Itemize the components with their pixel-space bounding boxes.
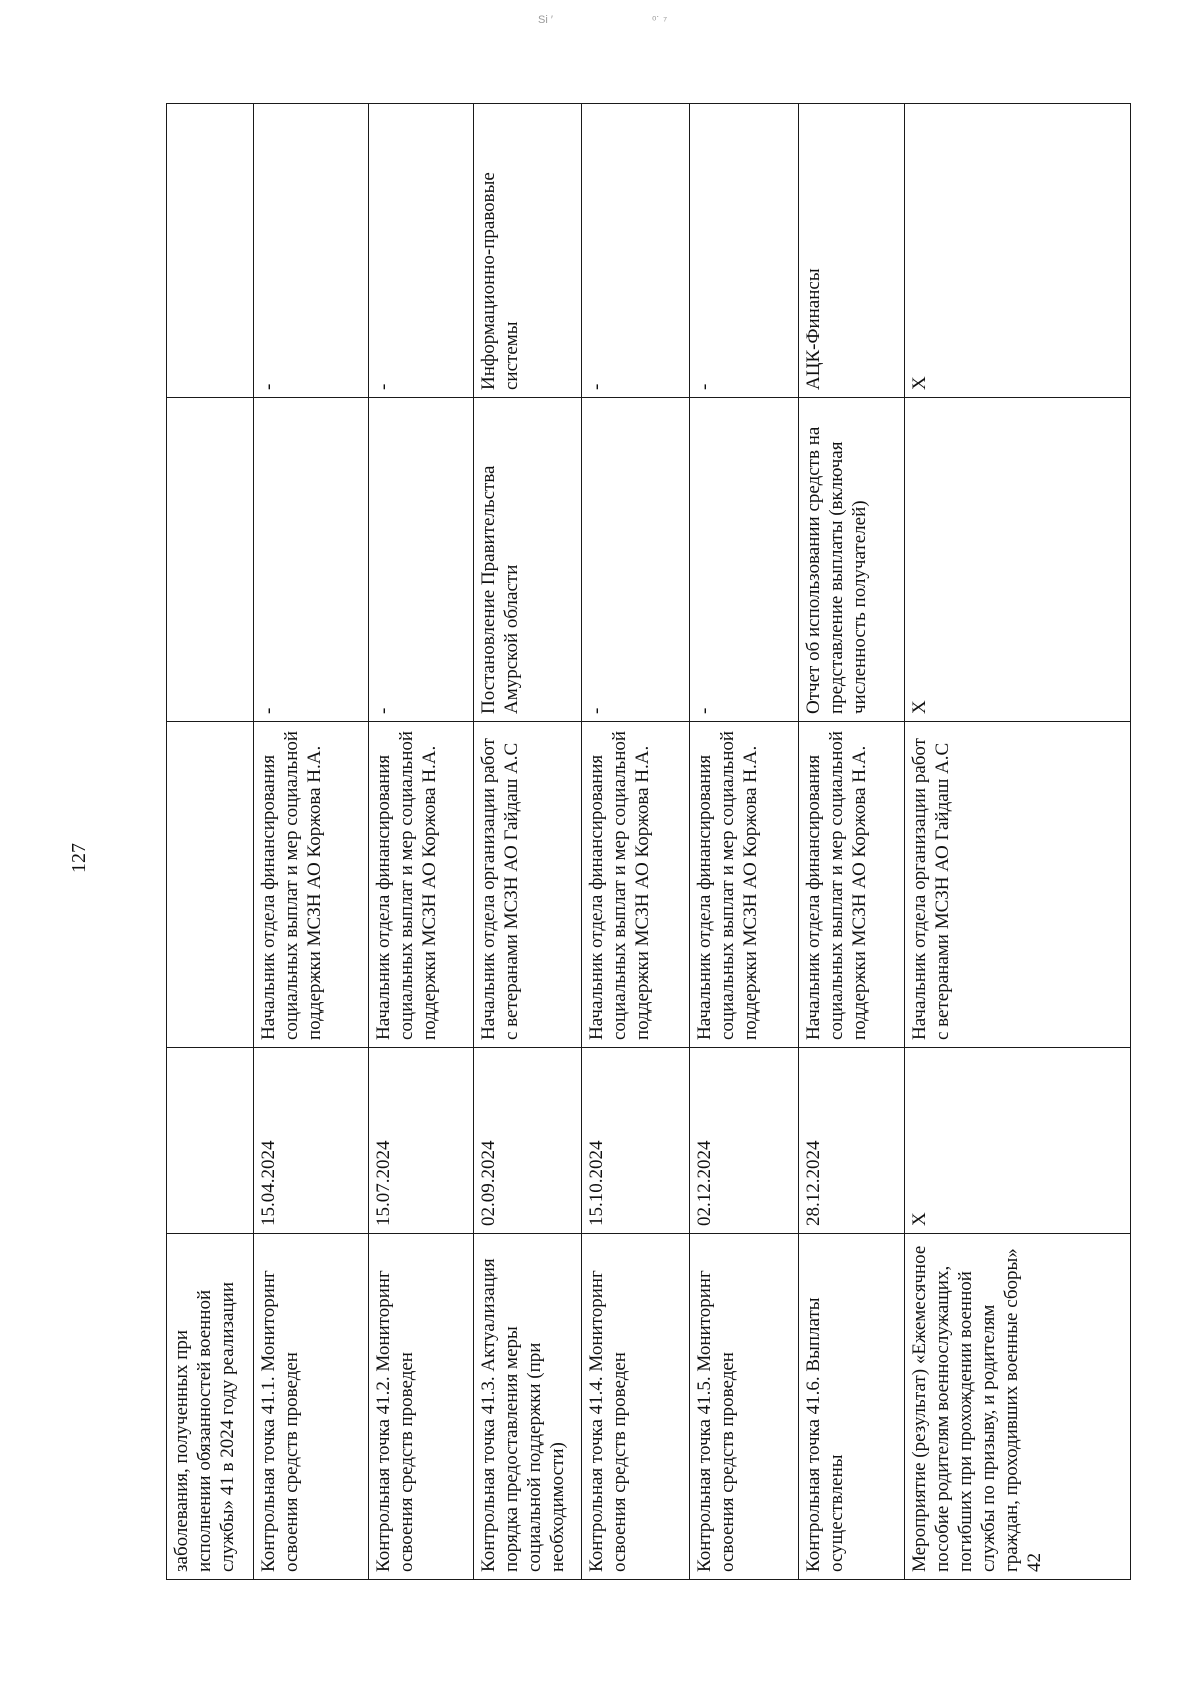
table-row: [690, 104, 799, 1580]
cell-info-system: -: [690, 104, 799, 398]
cell-info-system: АЦК-Финансы: [799, 104, 905, 398]
cell-responsible: Начальник отдела финансирования социальных выплат и мер социальной поддержки МСЗН АО Коржова Н.А.: [369, 722, 474, 1048]
cell-info-system: X: [905, 104, 1131, 398]
cell-date: 15.07.2024: [369, 1048, 474, 1234]
cell-event-name: Контрольная точка 41.2. Мониторинг освоения средств проведен: [369, 1234, 474, 1580]
cell-responsible: Начальник отдела финансирования социальных выплат и мер социальной поддержки МСЗН АО Коржова Н.А.: [690, 722, 799, 1048]
cell-date: 28.12.2024: [799, 1048, 905, 1234]
cell-document: -: [254, 398, 369, 722]
cell-responsible: Начальник отдела организации работ с ветеранами МСЗН АО Гайдаш А.С: [905, 722, 1131, 1048]
scan-artifact-mark: Ѕі ′: [538, 14, 553, 26]
cell-info-system: -: [254, 104, 369, 398]
cell-event-name: Контрольная точка 41.4. Мониторинг освоения средств проведен: [582, 1234, 690, 1580]
cell-responsible: Начальник отдела финансирования социальных выплат и мер социальной поддержки МСЗН АО Коржова Н.А.: [799, 722, 905, 1048]
cell-document: -: [690, 398, 799, 722]
cell-info-system: [167, 104, 254, 398]
table-row: [905, 104, 1131, 1580]
cell-date: 15.04.2024: [254, 1048, 369, 1234]
cell-event-name: заболевания, полученных при исполнении обязанностей военной службы» 41 в 2024 году реализации: [167, 1234, 254, 1580]
cell-event-name: Контрольная точка 41.3. Актуализация порядка предоставления меры социальной поддержки (при необходимости): [474, 1234, 582, 1580]
cell-document: Отчет об использовании средств на представление выплаты (включая численность получателей): [799, 398, 905, 722]
cell-document: -: [369, 398, 474, 722]
cell-date: 02.12.2024: [690, 1048, 799, 1234]
cell-event-name: Контрольная точка 41.1. Мониторинг освоения средств проведен: [254, 1234, 369, 1580]
cell-document: [167, 398, 254, 722]
cell-document: -: [582, 398, 690, 722]
page-number-text: 127: [68, 843, 90, 873]
cell-document: X: [905, 398, 1131, 722]
page-number: [66, 838, 92, 878]
cell-info-system: -: [582, 104, 690, 398]
table-row: [582, 104, 690, 1580]
cell-event-name: Контрольная точка 41.6. Выплаты осуществлены: [799, 1234, 905, 1580]
table-row: [167, 104, 254, 1580]
cell-event-name: Контрольная точка 41.5. Мониторинг освоения средств проведен: [690, 1234, 799, 1580]
scan-artifact-mark: ⁰˙ ⁷: [652, 15, 668, 27]
table-rotated-container: [166, 104, 1130, 1580]
cell-info-system: -: [369, 104, 474, 398]
cell-responsible: Начальник отдела организации работ с ветеранами МСЗН АО Гайдаш А.С: [474, 722, 582, 1048]
cell-responsible: [167, 722, 254, 1048]
table-row: [254, 104, 369, 1580]
table-row: [799, 104, 905, 1580]
table-row: [369, 104, 474, 1580]
table-row: [474, 104, 582, 1580]
plan-table: [166, 103, 1131, 1580]
cell-responsible: Начальник отдела финансирования социальных выплат и мер социальной поддержки МСЗН АО Коржова Н.А.: [582, 722, 690, 1048]
cell-date: X: [905, 1048, 1131, 1234]
cell-info-system: Информационно-правовые системы: [474, 104, 582, 398]
cell-document: Постановление Правительства Амурской области: [474, 398, 582, 722]
cell-event-name: Мероприятие (результат) «Ежемесячное пособие родителям военнослужащих, погибших при прохождении военной службы по призыву, и родителям граждан, проходивших военные сборы» 42: [905, 1234, 1131, 1580]
cell-date: 02.09.2024: [474, 1048, 582, 1234]
cell-date: [167, 1048, 254, 1234]
cell-date: 15.10.2024: [582, 1048, 690, 1234]
cell-responsible: Начальник отдела финансирования социальных выплат и мер социальной поддержки МСЗН АО Коржова Н.А.: [254, 722, 369, 1048]
